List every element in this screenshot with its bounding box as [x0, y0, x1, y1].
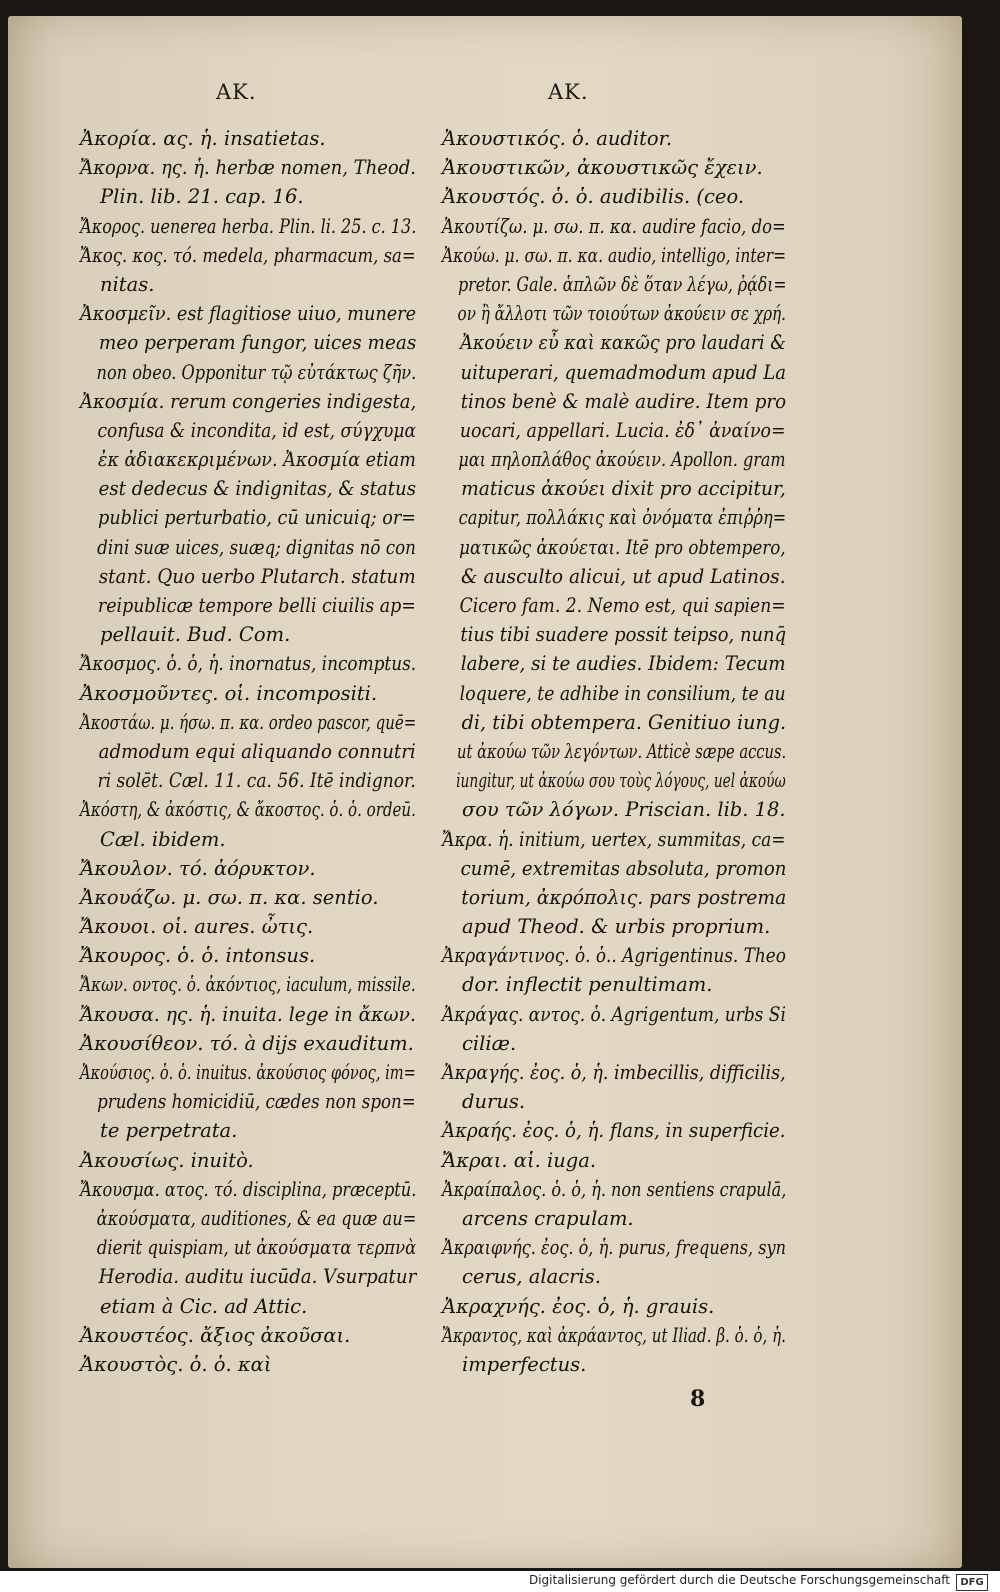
- dictionary-line: durus.: [462, 1090, 526, 1114]
- dictionary-line: ματικῶς ἀκούεται. Itē pro obtempero,: [459, 535, 786, 559]
- dictionary-line: admodum equi aliquando connutri: [98, 739, 416, 763]
- dictionary-line: arcens crapulam.: [462, 1206, 634, 1230]
- dictionary-line: Ἀκουσίθεον. τό. à dijs exauditum.: [80, 1031, 414, 1055]
- dfg-logo-icon: DFG: [956, 1574, 988, 1591]
- dictionary-line: Ἀκοσμία. rerum congeries indigesta,: [80, 389, 417, 413]
- dictionary-line: Ἄκουσμα. ατος. τό. disciplina, præceptū.: [80, 1177, 417, 1201]
- dictionary-line: ciliæ.: [462, 1031, 517, 1055]
- dictionary-line: cumē, extremitas absoluta, promon: [460, 856, 787, 880]
- dictionary-line: imperfectus.: [462, 1352, 587, 1376]
- dictionary-line: est dedecus & indignitas, & status: [98, 477, 417, 501]
- dictionary-line: Ἄκορος. uenerea herba. Plin. li. 25. c. 13.: [80, 214, 417, 238]
- dictionary-line: dor. inflectit penultimam.: [462, 973, 713, 997]
- running-header-right: AK.: [548, 80, 589, 104]
- dictionary-line: Ἀκουστὸς. ὁ. ὁ. καὶ: [80, 1352, 272, 1376]
- dictionary-line: Ἀκοσμεῖν. est flagitiose uiuo, munere: [80, 302, 417, 326]
- dictionary-line: loquere, te adhibe in consilium, te au: [459, 681, 786, 705]
- dictionary-line: etiam à Cic. ad Attic.: [100, 1294, 308, 1318]
- dictionary-line: pretor. Gale. ἁπλῶν δὲ ὅταν λέγω, ῥᾴδι=: [458, 272, 787, 296]
- dictionary-line: Ἄκρα. ἡ. initium, uertex, summitas, ca=: [442, 827, 786, 851]
- dictionary-line: dierit quispiam, ut ἀκούσματα τερπνὰ: [96, 1236, 417, 1260]
- dictionary-line: Ἄκραντος, καὶ ἀκράαντος, ut Iliad. β. ὁ. ὁ, ἡ.: [442, 1323, 786, 1347]
- dictionary-line: ον ἢ ἄλλοτι τῶν τοιούτων ἀκούειν σε χρή.: [457, 302, 786, 326]
- dictionary-line: Ἄκουσα. ης. ἡ. inuita. lege in ἄκων.: [80, 1002, 416, 1026]
- dictionary-line: Ἀκορία. ας. ἡ. insatietas.: [80, 127, 326, 150]
- dictionary-line: Ἀκραγάντινος. ὁ. ὁ.. Agrigentinus. Theo: [442, 944, 786, 968]
- dictionary-line: Ἀκούειν εὖ καὶ κακῶς pro laudari &: [460, 331, 786, 355]
- footer-bar: [0, 1571, 1000, 1592]
- dictionary-line: pellauit. Bud. Com.: [100, 623, 291, 647]
- book-page: [8, 16, 962, 1568]
- dictionary-line: meo perperam fungor, uices meas: [98, 331, 417, 355]
- dictionary-line: maticus ἀκούει dixit pro accipitur,: [461, 477, 786, 501]
- dictionary-line: publici perturbatio, cū unicuiq; or=: [98, 506, 417, 530]
- dictionary-line: torium, ἀκρόπολις. pars postrema: [461, 885, 787, 909]
- footer-credit: Digitalisierung gefördert durch die Deutsche Forschungsgemeinschaft: [528, 1573, 950, 1587]
- dictionary-line: uocari, appellari. Lucia. ἐδ᾽ ἀναίνο=: [459, 418, 786, 442]
- dictionary-line: non obeo. Opponitur τῷ εὐτάκτως ζῆν.: [96, 360, 417, 384]
- dictionary-line: Ἀκραχνής. ἐος. ὁ, ἡ. grauis.: [442, 1294, 715, 1318]
- dictionary-line: Ἄκοσμος. ὁ. ὁ, ἡ. inornatus, incomptus.: [80, 652, 417, 676]
- dictionary-line: Ἀκουστικῶν, ἀκουστικῶς ἔχειν.: [442, 156, 763, 180]
- left-column: [80, 124, 416, 1379]
- dictionary-line: tius tibi suadere possit teipso, nunq̄: [460, 623, 787, 647]
- dictionary-line: prudens homicidiū, cædes non spon=: [97, 1090, 416, 1114]
- dictionary-line: Plin. lib. 21. cap. 16.: [100, 185, 304, 209]
- dictionary-line: Herodia. auditu iucūda. Vsurpatur: [98, 1265, 417, 1289]
- dictionary-line: Ἄκων. οντος. ὁ. ἀκόντιος, iaculum, missile.: [80, 973, 416, 997]
- dictionary-line: te perpetrata.: [100, 1119, 238, 1143]
- dictionary-line: tinos benè & malè audire. Item pro: [460, 389, 787, 413]
- dictionary-line: apud Theod. & urbis proprium.: [462, 915, 771, 939]
- dictionary-line: Ἀκουάζω. μ. σω. π. κα. sentio.: [80, 885, 379, 909]
- dictionary-line: Ἄκορνα. ης. ἡ. herbæ nomen, Theod.: [80, 156, 417, 180]
- dictionary-line: Ἀκουστικός. ὁ. auditor.: [442, 127, 673, 150]
- dictionary-line: Ἄκος. κος. τό. medela, pharmacum, sa=: [80, 243, 416, 267]
- dictionary-line: Cicero fam. 2. Nemo est, qui sapien=: [459, 594, 786, 617]
- dictionary-line: Ἄκουλον. τό. ἀόρυκτον.: [80, 856, 316, 880]
- dictionary-line: Ἀκουτίζω. μ. σω. π. κα. audire facio, do=: [442, 214, 786, 238]
- dictionary-line: cerus, alacris.: [462, 1265, 601, 1289]
- dictionary-line: labere, si te audies. Ibidem: Tecum: [460, 652, 786, 676]
- dictionary-line: di, tibi obtempera. Genitiuo iung.: [461, 710, 787, 734]
- dictionary-line: & ausculto alicui, ut apud Latinos.: [461, 564, 786, 588]
- dictionary-line: Ἀκόστη, & ἀκόστις, & ἄκοστος. ὁ. ὁ. ordeū.: [80, 798, 416, 822]
- dictionary-line: Ἀκούσιος. ὁ. ὁ. inuitus. ἀκούσιος φόνος, im=: [80, 1061, 416, 1084]
- dictionary-line: nitas.: [100, 272, 155, 296]
- dictionary-line: Ἀκουσίως. inuitò.: [80, 1148, 254, 1172]
- dictionary-line: Ἀκούω. μ. σω. π. κα. audio, intelligo, inter=: [442, 243, 787, 267]
- dictionary-line: ut ἀκούω τῶν λεγόντων. Atticè sæpe accus.: [457, 739, 787, 763]
- dictionary-line: capitur, πολλάκις καὶ ὀνόματα ἐπιῤῥη=: [458, 506, 787, 530]
- dictionary-line: reipublicæ tempore belli ciuilis ap=: [97, 594, 416, 617]
- dictionary-line: Ἀκραγής. ἐος. ὁ, ἡ. imbecillis, difficilis,: [442, 1061, 786, 1084]
- dictionary-line: ἀκούσματα, auditiones, & ea quæ au=: [96, 1206, 417, 1230]
- dictionary-line: Ἀκράγας. αντος. ὁ. Agrigentum, urbs Si: [442, 1002, 786, 1026]
- dictionary-line: σου τῶν λόγων. Priscian. lib. 18.: [461, 798, 786, 822]
- dictionary-line: Ἄκραι. αἱ. iuga.: [442, 1148, 597, 1172]
- dictionary-line: iungitur, ut ἀκούω σου τοὺς λόγους, uel ἀκούω: [456, 769, 786, 793]
- dictionary-line: dini suæ uices, suæq; dignitas nō con: [97, 535, 416, 559]
- dictionary-line: Ἄκουοι. οἱ. aures. ὦτις.: [80, 915, 314, 939]
- dictionary-line: Ἀκοστάω. μ. ήσω. π. κα. ordeo pascor, quē=: [80, 710, 417, 734]
- dictionary-line: Ἀκραιφνής. ἐος. ὁ, ἡ. purus, frequens, syn: [442, 1236, 786, 1260]
- dictionary-line: Ἄκουρος. ὁ. ὁ. intonsus.: [80, 944, 316, 968]
- dictionary-line: ἐκ ἀδιακεκριμένων. Ἀκοσμία etiam: [98, 448, 416, 472]
- dictionary-line: μαι πηλοπλάθος ἀκούειν. Apollon. gram: [458, 448, 786, 472]
- signature-mark: 8: [690, 1386, 706, 1412]
- dictionary-line: Ἀκουστός. ὁ. ὁ. audibilis. (ceo.: [442, 185, 745, 209]
- dictionary-line: Ἀκοσμοῦντες. οἱ. incompositi.: [80, 681, 378, 705]
- dictionary-line: stant. Quo uerbo Plutarch. statum: [98, 564, 416, 588]
- right-column: [442, 124, 786, 1379]
- dictionary-line: Ἀκραίπαλος. ὁ. ὁ, ἡ. non sentiens crapulā,: [442, 1177, 787, 1201]
- dictionary-line: Ἀκραής. ἐος. ὁ, ἡ. flans, in superficie.: [442, 1119, 786, 1143]
- dictionary-line: Cæl. ibidem.: [100, 827, 226, 851]
- dictionary-line: Ἀκουστέος. ἄξιος ἀκοῦσαι.: [80, 1323, 351, 1347]
- running-header-left: AK.: [216, 80, 257, 104]
- dictionary-line: uituperari, quemadmodum apud La: [460, 360, 787, 384]
- dictionary-line: confusa & incondita, id est, σύγχυμα: [97, 418, 417, 442]
- dictionary-line: ri solēt. Cæl. 11. ca. 56. Itē indignor.: [97, 769, 416, 793]
